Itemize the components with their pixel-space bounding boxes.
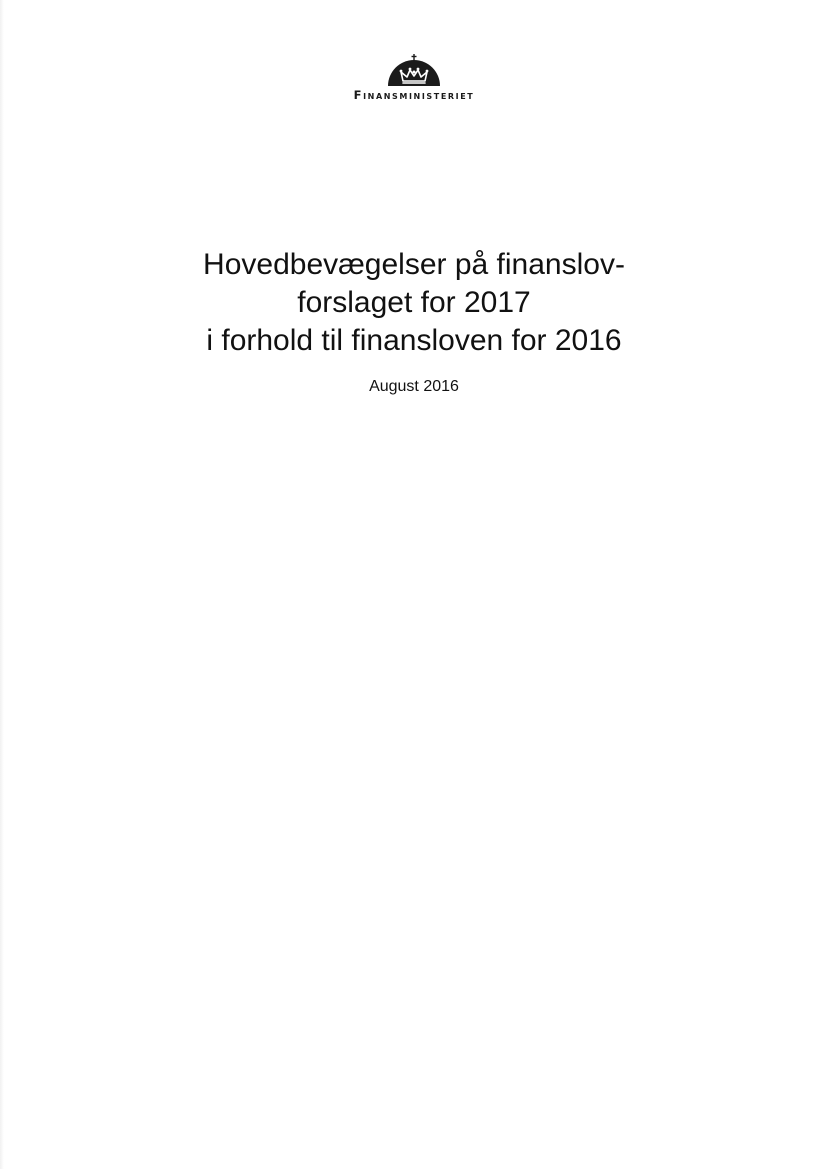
document-date: August 2016 <box>369 378 459 395</box>
scan-edge-shadow <box>0 0 4 1169</box>
title-line-1: Hovedbevægelser på finanslov- <box>203 248 625 281</box>
title-line-3: i forhold til finansloven for 2016 <box>206 324 622 357</box>
crown-emblem-icon <box>384 52 444 88</box>
title-line-2: forslaget for 2017 <box>297 286 531 319</box>
ministry-name: Finansministeriet <box>353 88 475 102</box>
ministry-logo <box>0 52 828 102</box>
document-title <box>0 246 828 360</box>
